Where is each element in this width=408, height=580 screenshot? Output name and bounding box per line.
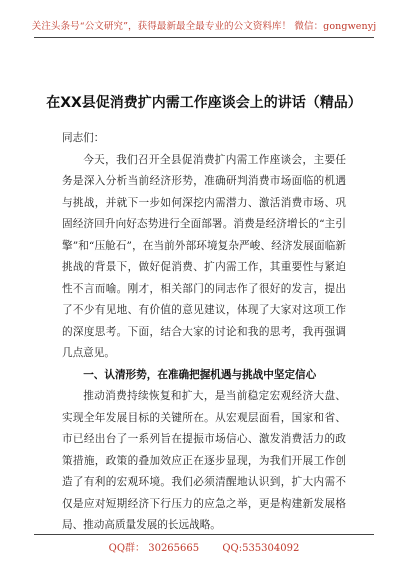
qq-group: QQ群： 30265665 xyxy=(108,543,200,554)
qq-contact: QQ:535304092 xyxy=(222,543,300,554)
header-divider xyxy=(34,37,374,38)
section-heading-1: 一、认清形势，在准确把握机遇与挑战中坚定信心 xyxy=(83,368,317,381)
footer xyxy=(0,534,408,554)
greeting: 同志们： xyxy=(62,132,105,144)
document-body xyxy=(62,128,346,537)
document-title: 在XX县促消费扩内需工作座谈会上的讲话（精品） xyxy=(46,95,362,111)
footer-contacts xyxy=(0,539,408,554)
banner-text: 关注头条号“公文研究”，获得最新最全最专业的公文资料库！ 微信：gongwenyj xyxy=(31,21,377,32)
paragraph-1: 今天，我们召开全县促消费扩内需工作座谈会，主要任务是深入分析当前经济形势，准确研判消费市场面临的机遇与挑战，并就下一步如何深挖内需潜力、激活消费市场、巩固经济回升向好态势进行全面部署。消费是经济增长的“主引擎”和“压舱石”，在当前外部环境复杂严峻、经济发展面临新挑战的背景下，做好促消费、扩内需工作，其重要性与紧迫性不言而喻。刚才，相关部门的同志作了很好的发言，提出了不少有见地、有价值的意见建议，体现了大家对这项工作的深度思考。下面，结合大家的讨论和我的思考，我再强调几点意见。 xyxy=(62,153,346,359)
footer-divider xyxy=(34,534,374,535)
top-banner xyxy=(0,18,408,38)
paragraph-2: 推动消费持续恢复和扩大，是当前稳定宏观经济大盘、实现全年发展目标的关键所在。从宏观层面看，国家和省、市已经出台了一系列旨在提振市场信心、激发消费活力的政策措施，政策的叠加效应正在逐步显现，为我们开展工作创造了有利的宏观环境。我们必须清醒地认识到，扩大内需不仅是应对短期经济下行压力的应急之举，更是构建新发展格局、推动高质量发展的长远战略。 xyxy=(62,390,346,531)
